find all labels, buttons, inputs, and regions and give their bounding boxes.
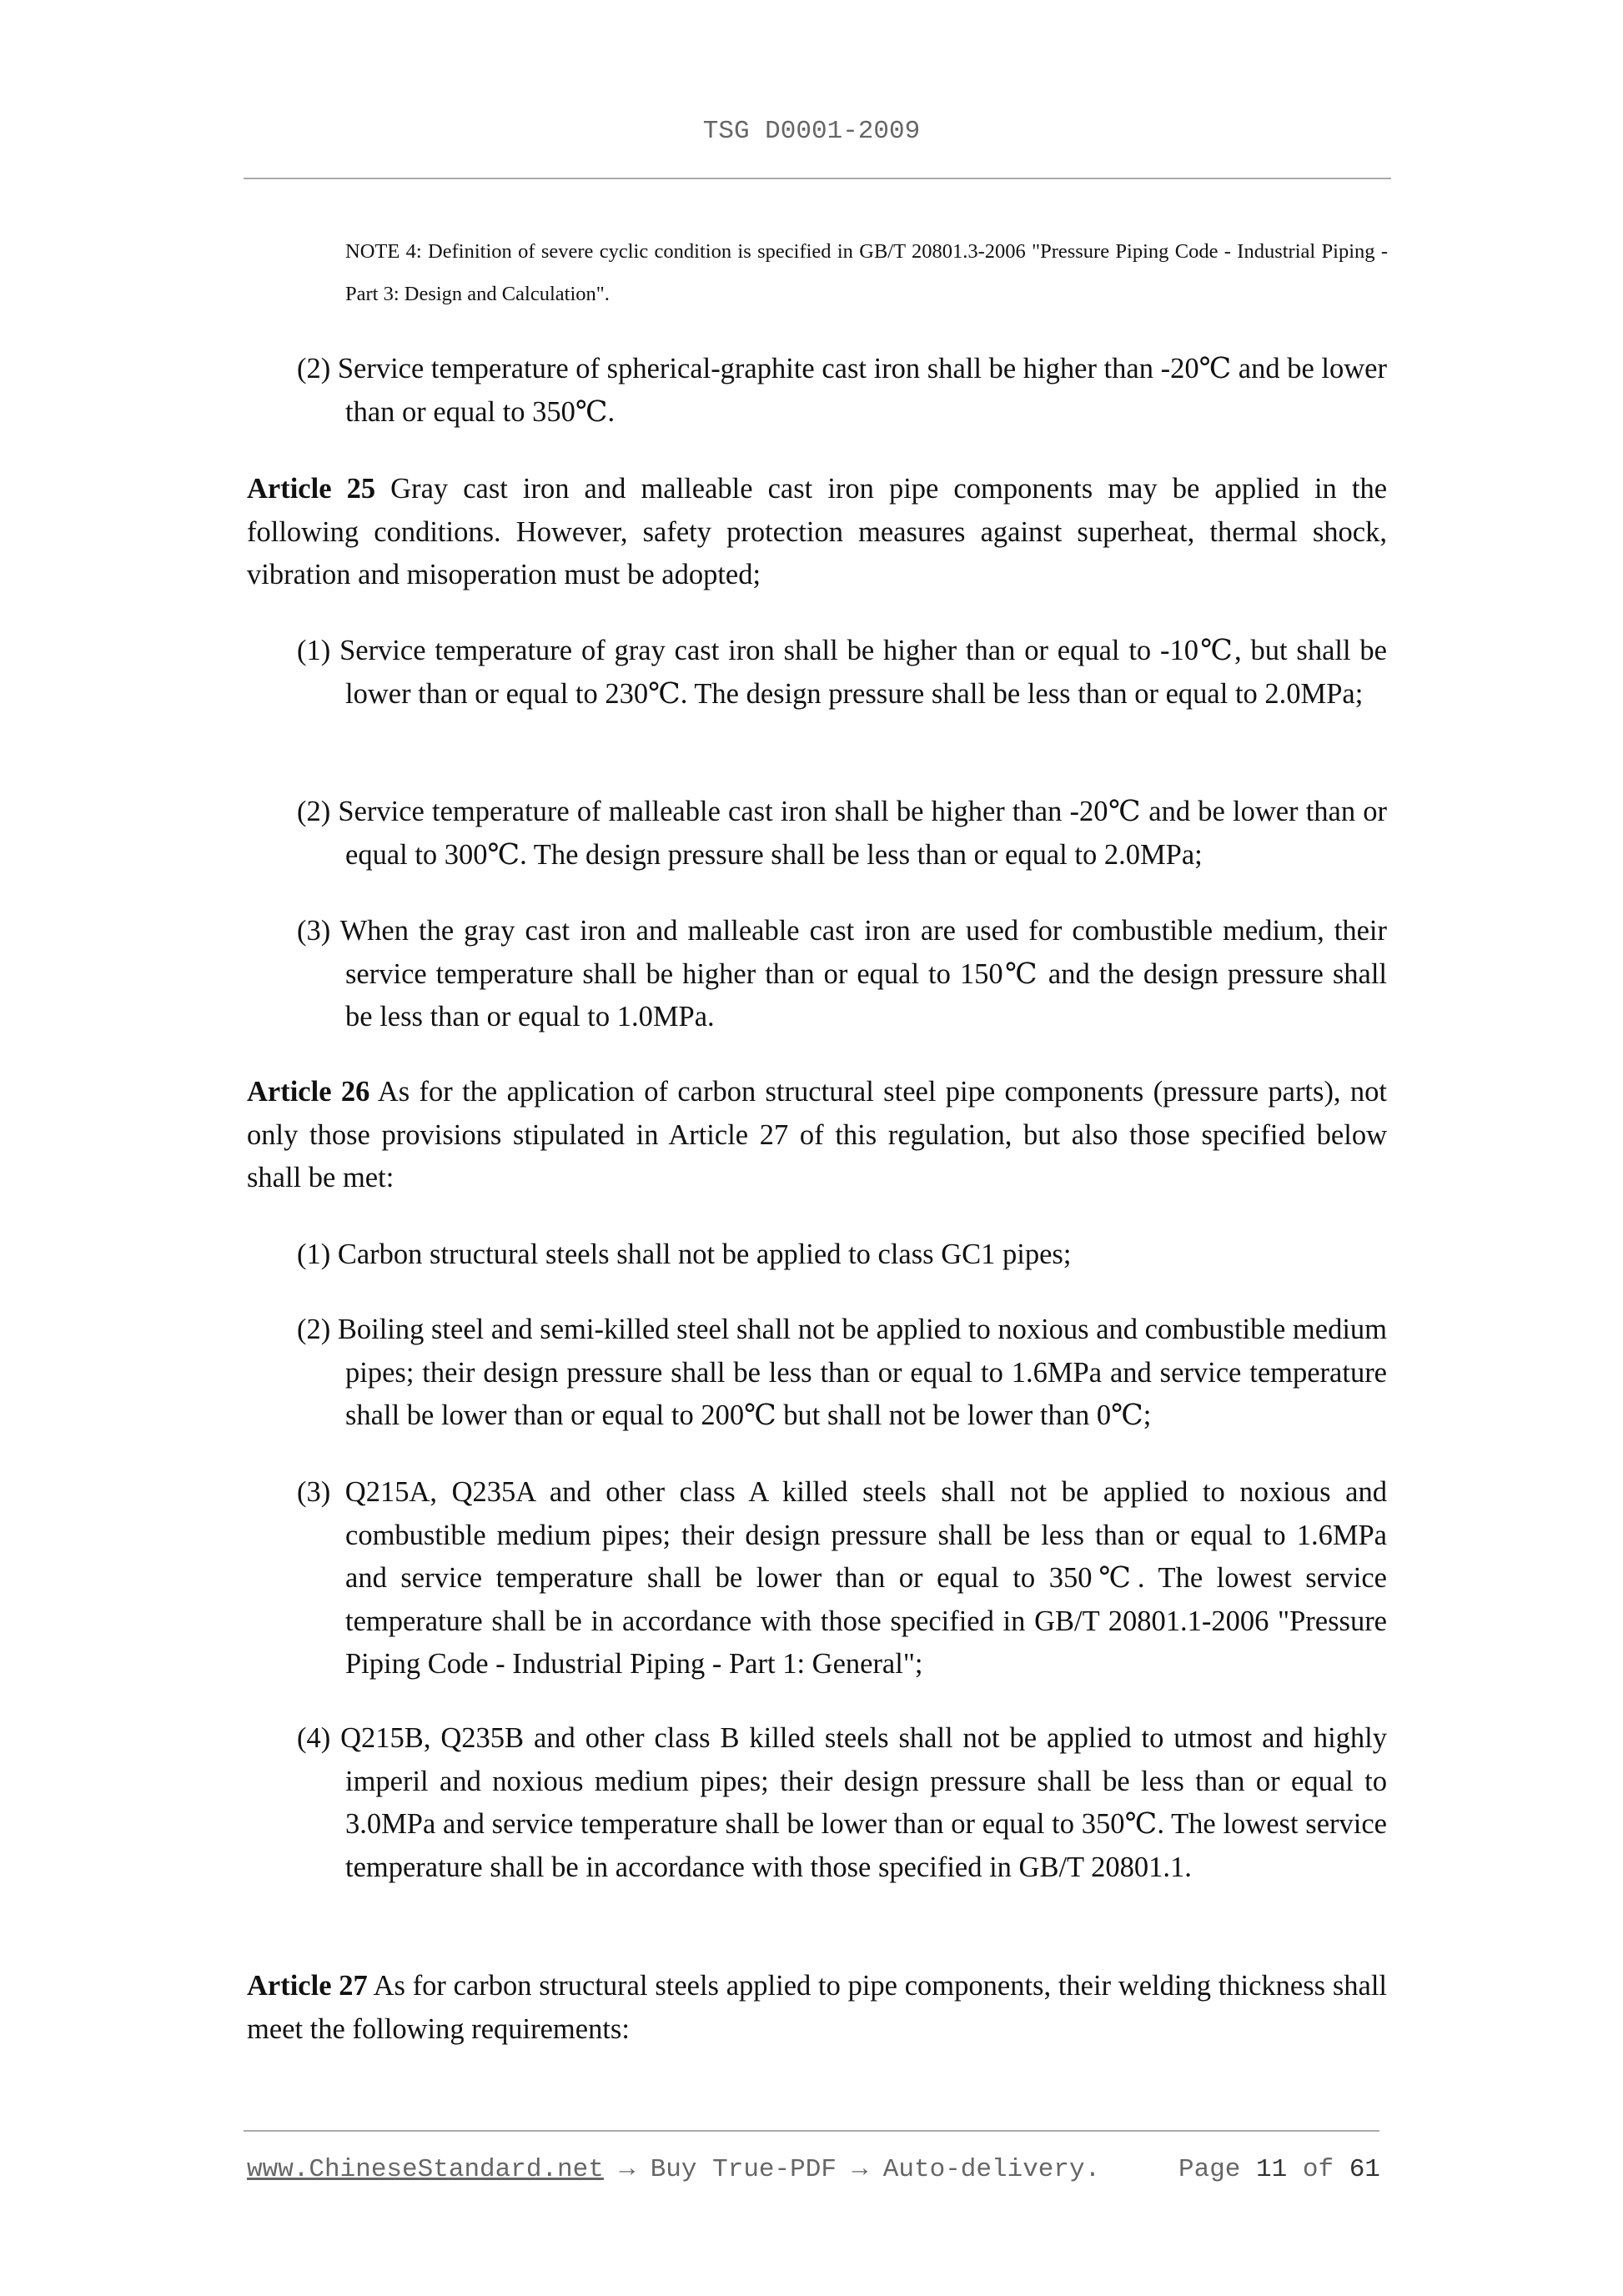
article-label: Article 25 bbox=[247, 473, 376, 505]
delivery-text: Auto-delivery. bbox=[882, 2155, 1101, 2184]
arrow-icon: → bbox=[619, 2155, 636, 2184]
of-label: of bbox=[1302, 2155, 1334, 2184]
footer-divider bbox=[244, 2130, 1379, 2132]
footer bbox=[247, 2155, 1100, 2184]
page-indicator bbox=[1178, 2155, 1380, 2184]
article-text: Gray cast iron and malleable cast iron pipe components may be applied in the following conditions. However, safety protection measures against superheat, thermal shock, vibration and misoperation must be adopted; bbox=[247, 473, 1388, 590]
list-item: (3) When the gray cast iron and malleable cast iron are used for combustible medium, their service temperature shall be higher than or equal to 150℃ and the design pressure shall be less than or equal to 1.0MPa. bbox=[297, 915, 1387, 1032]
article-27 bbox=[247, 1965, 1387, 2051]
arrow-icon: → bbox=[852, 2155, 868, 2184]
article-text: As for the application of carbon structural steel pipe components (pressure parts), not only those provisions stipulated in Article 27 of this regulation, but also those specified below shall be met: bbox=[247, 1076, 1388, 1193]
list-item: (3) Q215A, Q235A and other class A killed steels shall not be applied to noxious and combustible medium pipes; their design pressure shall be less than or equal to 1.6MPa and service temperature shall be lower than or equal to 350℃. The lowest service temperature shall be in accordance with those specified in GB/T 20801.1-2006 "Pressure Piping Code - Industrial Piping - Part 1: General"; bbox=[297, 1476, 1387, 1680]
article-text: As for carbon structural steels applied to pipe components, their welding thickness shall meet the following requirements: bbox=[247, 1970, 1388, 2045]
page-number: 11 bbox=[1256, 2155, 1288, 2184]
article-label: Article 26 bbox=[247, 1076, 370, 1108]
list-item: (2) Boiling steel and semi-killed steel shall not be applied to noxious and combustible medium pipes; their design pressure shall be less than or equal to 1.6MPa and service temperature shall be lower than or equal to 200℃ but shall not be lower than 0℃; bbox=[297, 1314, 1387, 1431]
page-label: Page bbox=[1178, 2155, 1241, 2184]
note-4: NOTE 4: Definition of severe cyclic condition is specified in GB/T 20801.3-2006 "Pressure Piping Code - Industrial Piping - Part 3: Design and Calculation". bbox=[345, 240, 1388, 305]
buy-text: Buy True-PDF bbox=[650, 2155, 837, 2184]
header-divider bbox=[244, 178, 1391, 179]
list-item: (2) Service temperature of spherical-graphite cast iron shall be higher than -20℃ and be lower than or equal to 350℃. bbox=[297, 353, 1387, 428]
article-26 bbox=[247, 1071, 1387, 1200]
list-item: (2) Service temperature of malleable cast iron shall be higher than -20℃ and be lower than or equal to 300℃. The design pressure shall be less than or equal to 2.0MPa; bbox=[297, 796, 1387, 871]
website-link[interactable]: www.ChineseStandard.net bbox=[247, 2155, 604, 2184]
page-total: 61 bbox=[1349, 2155, 1380, 2184]
document-header-title: TSG D0001-2009 bbox=[702, 117, 921, 146]
list-item: (1) Carbon structural steels shall not be applied to class GC1 pipes; bbox=[297, 1238, 1072, 1270]
list-item: (1) Service temperature of gray cast iron shall be higher than or equal to -10℃, but shall be lower than or equal to 230℃. The design pressure shall be less than or equal to 2.0MPa; bbox=[297, 635, 1387, 710]
article-25 bbox=[247, 468, 1387, 597]
article-label: Article 27 bbox=[247, 1970, 368, 2002]
list-item: (4) Q215B, Q235B and other class B killed steels shall not be applied to utmost and highly imperil and noxious medium pipes; their design pressure shall be less than or equal to 3.0MPa and service temperature shall be lower than or equal to 350℃. The lowest service temperature shall be in accordance with those specified in GB/T 20801.1. bbox=[297, 1722, 1387, 1883]
